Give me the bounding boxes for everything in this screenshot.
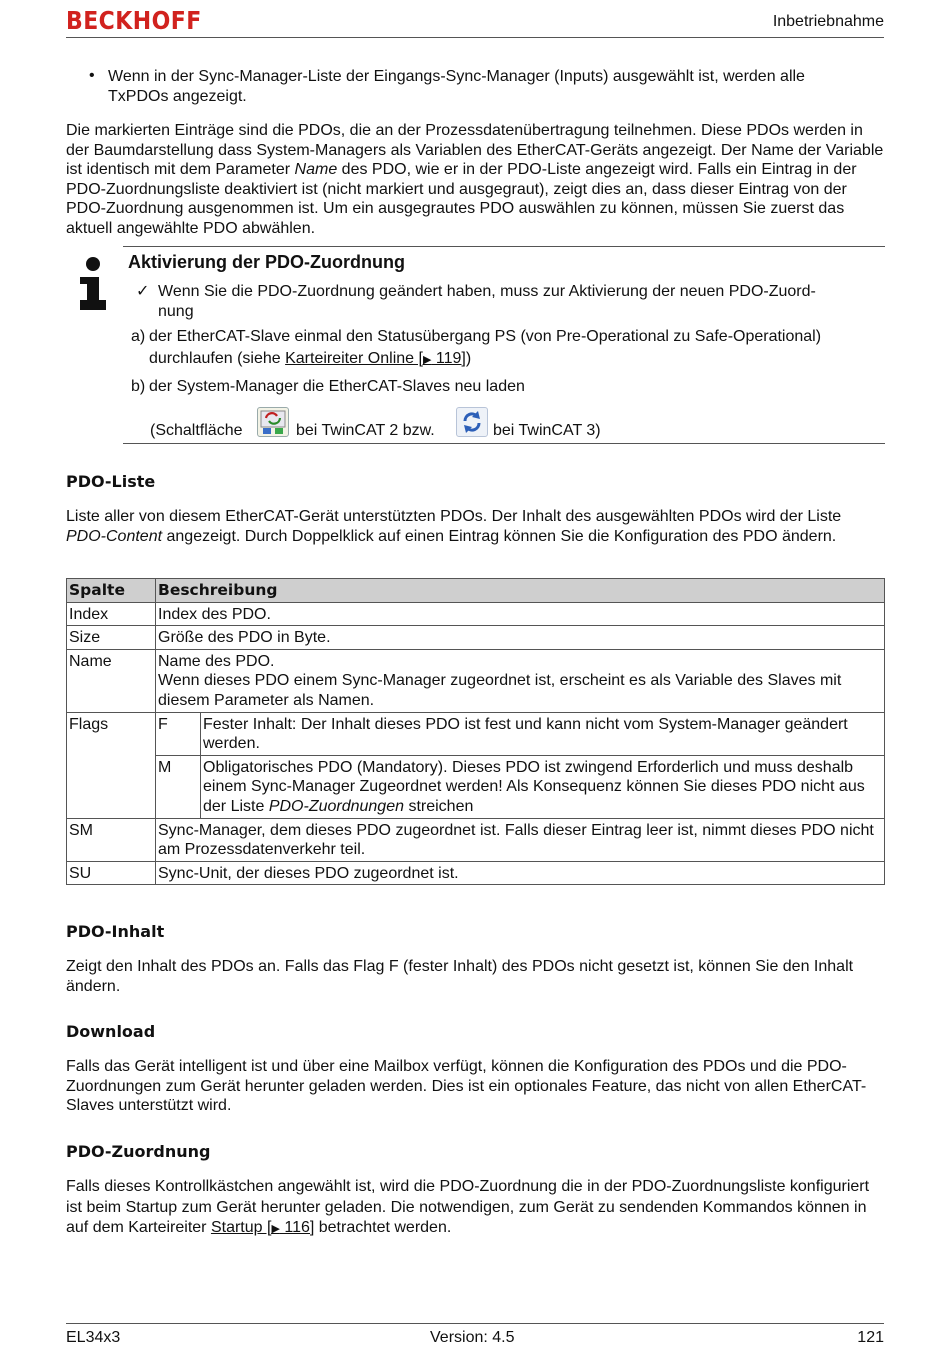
note-bottom-rule (123, 443, 885, 444)
brand-logo: BECKHOFF (66, 6, 202, 35)
download-text: Falls das Gerät intelligent ist und über eine Mailbox verfügt, können die Konfiguration des PDOs und die PDO-Zuordnungen zum Gerät herunter geladen werden. Dies ist ein optionales Feature, das nicht von allen EtherCAT-Slaves unterstützt wird. (66, 1058, 867, 1115)
intro-paragraph (66, 121, 884, 239)
table-row (67, 602, 885, 626)
note-title: Aktivierung der PDO-Zuordnung (128, 252, 405, 272)
twincat2-activate-icon (257, 407, 289, 437)
note-b-label: b) (131, 378, 146, 395)
info-icon (80, 257, 106, 313)
note-check-text: Wenn Sie die PDO-Zuordnung geändert haben, muss zur Aktivierung der neuen PDO-Zuord- nung (158, 283, 816, 320)
table-header-row (67, 579, 885, 603)
table-cell: Größe des PDO in Byte. (156, 626, 885, 650)
table-row (67, 755, 885, 818)
heading-pdo-inhalt: PDO-Inhalt (66, 922, 165, 941)
pdo-liste-text: Liste aller von diesem EtherCAT-Gerät unterstützten PDOs. Der Inhalt des ausgewählten PDOs wird der Liste PDO-Content angezeigt. Durch Doppelklick auf einen Eintrag können Sie die Konfiguration des PDO ändern. (66, 508, 842, 545)
table-cell: M (156, 755, 201, 818)
note-button-text-mid: bei TwinCAT 2 bzw. (296, 422, 435, 439)
table-cell: Name (67, 649, 156, 712)
intro-text-em: Name (294, 161, 338, 179)
table-cell: Name des PDO. Wenn dieses PDO einem Sync-Manager zugeordnet ist, erscheint es als Variable des Slaves mit diesem Parameter als Namen. (156, 649, 885, 712)
note-a-line2: durchlaufen (siehe Karteireiter Online [▶ 119]) (149, 350, 472, 367)
note-b-text: der System-Manager die EtherCAT-Slaves neu laden (149, 378, 525, 395)
footer-version: Version: 4.5 (430, 1329, 515, 1346)
footer-product: EL34x3 (66, 1329, 121, 1346)
intro-text-b: des PDO, wie er in der PDO-Liste angezeigt wird. Falls ein Eintrag in der PDO-Zuordnungsliste deaktiviert ist (nicht markiert und ausgegraut), zeigt dies an, dass dieser Eintrag von der PDO-Zuordnung ausgenommen ist. Um ein ausgegrautes PDO auswählen zu können, müssen Sie zuerst das aktuell angewählte PDO abwählen. (66, 161, 857, 237)
heading-download: Download (66, 1022, 156, 1041)
checkmark-icon: ✓ (136, 283, 150, 300)
table-cell: Fester Inhalt: Der Inhalt dieses PDO ist fest und kann nicht vom System-Manager geändert werden. (201, 712, 885, 755)
table-cell: Sync-Unit, der dieses PDO zugeordnet ist. (156, 861, 885, 885)
footer-divider (66, 1323, 884, 1324)
table-row (67, 861, 885, 885)
table-cell: SM (67, 818, 156, 861)
note-a-label: a) (131, 328, 146, 345)
intro-bullet-text: Wenn in der Sync-Manager-Liste der Eingangs-Sync-Manager (Inputs) ausgewählt ist, werden alle TxPDOs angezeigt. (108, 68, 805, 105)
pdo-inhalt-text: Zeigt den Inhalt des PDOs an. Falls das Flag F (fester Inhalt) des PDOs nicht gesetzt ist, können Sie den Inhalt ändern. (66, 958, 854, 995)
pdo-zuordnung-text: Falls dieses Kontrollkästchen angewählt ist, wird die PDO-Zuordnung die in der PDO-Zuordnungsliste konfiguriert ist beim Startup zum Gerät herunter geladen. Die notwendigen, zum Gerät zu sendenden Kommandos können in auf dem Karteireiter Startup [▶ 116] betrachtet werden. (66, 1178, 870, 1236)
heading-pdo-liste: PDO-Liste (66, 472, 156, 491)
link-karteireiter-online[interactable]: Karteireiter Online [▶ 119] (285, 350, 466, 367)
table-cell: SU (67, 861, 156, 885)
table-row (67, 649, 885, 712)
note-button-text-post: bei TwinCAT 3) (493, 422, 601, 439)
note-button-text-pre: (Schaltfläche (150, 422, 243, 439)
table-cell: F (156, 712, 201, 755)
heading-pdo-zuordnung: PDO-Zuordnung (66, 1142, 211, 1161)
table-row (67, 712, 885, 755)
footer-page-number: 121 (857, 1329, 884, 1346)
table-cell: Index des PDO. (156, 602, 885, 626)
header-divider (66, 37, 884, 38)
table-row (67, 818, 885, 861)
table-cell: Index (67, 602, 156, 626)
table-cell: Size (67, 626, 156, 650)
note-top-rule (123, 246, 885, 247)
table-cell: Flags (67, 712, 156, 818)
bullet-dot: • (89, 67, 95, 84)
table-header-cell: Spalte (67, 579, 156, 603)
table-header-cell: Beschreibung (156, 579, 885, 603)
note-a-line1: der EtherCAT-Slave einmal den Statusübergang PS (von Pre-Operational zu Safe-Operational) (149, 328, 822, 345)
table-cell: Sync-Manager, dem dieses PDO zugeordnet ist. Falls dieser Eintrag leer ist, nimmt dieses PDO nicht am Prozessdatenverkehr teil. (156, 818, 885, 861)
pdo-column-table (66, 578, 885, 885)
link-karteireiter-startup[interactable]: Startup [▶ 116] (210, 1219, 315, 1236)
table-row (67, 626, 885, 650)
table-cell: Obligatorisches PDO (Mandatory). Dieses PDO ist zwingend Erforderlich und muss deshalb einem Sync-Manager Zugeordnet werden! Als Konsequenz können Sie dieses PDO nicht aus der Liste PDO-Zuordnungen streichen (201, 755, 885, 818)
section-title: Inbetriebnahme (772, 13, 884, 30)
intro-text-a: Die markierten Einträge sind die PDOs, die an der Prozessdatenübertragung teilnehmen. Diese PDOs werden in der Baumdarstellung dass System-Managers als Variablen des EtherCAT-Geräts angezeigt. Der Name der Variable ist identisch mit dem Parameter (66, 122, 884, 179)
twincat3-reload-icon (456, 407, 488, 437)
